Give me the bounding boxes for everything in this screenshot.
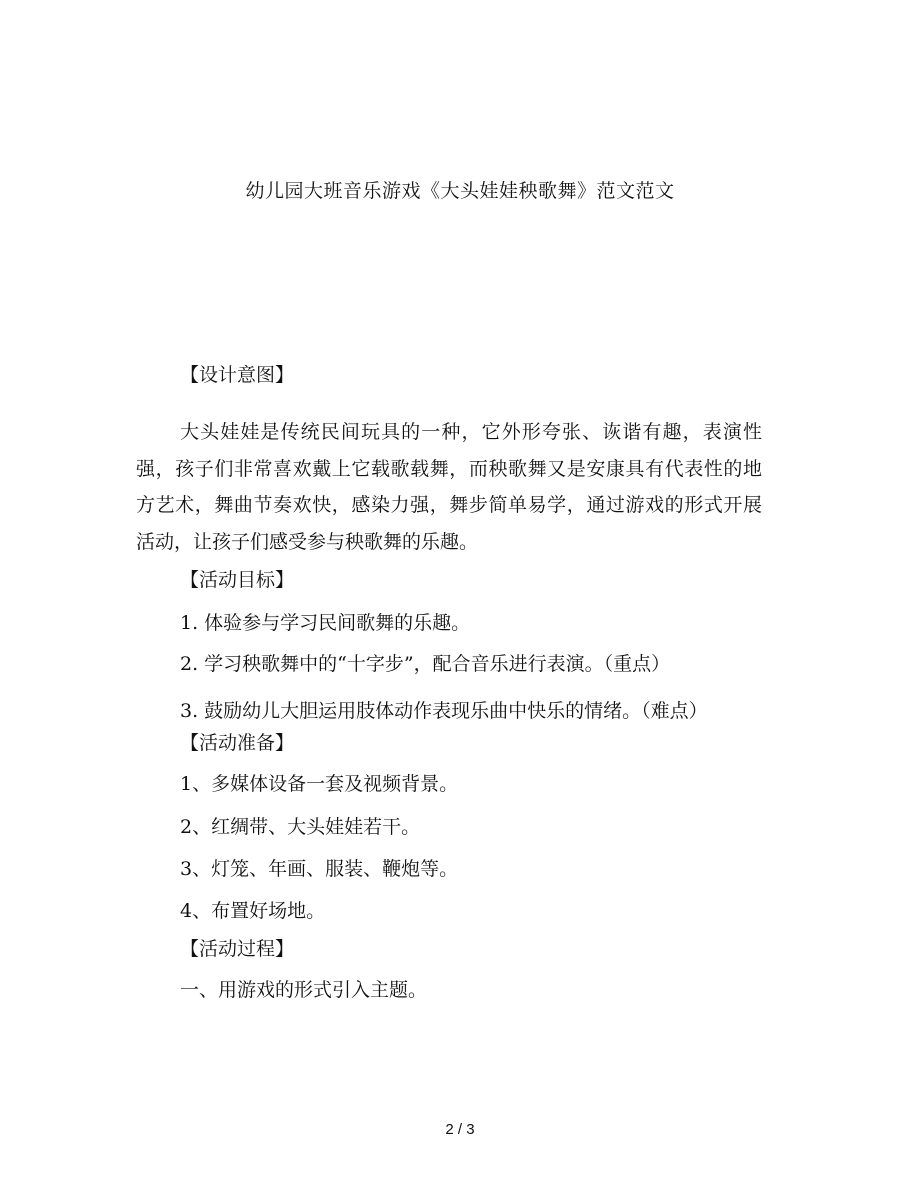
preparation-item-2: 2、红绸带、大头娃娃若干。 xyxy=(180,816,421,838)
goal-item-1: 1. 体验参与学习民间歌舞的乐趣。 xyxy=(180,612,471,634)
section-heading-design-intent: 【设计意图】 xyxy=(180,364,295,386)
design-intent-text: 大头娃娃是传统民间玩具的一种，它外形夸张、诙谐有趣，表演性强，孩子们非常喜欢戴上它载歌载舞，而秧歌舞又是安康具有代表性的地方艺术，舞曲节奏欢快，感染力强，舞步简单易学，通过游戏的形式开展活动，让孩子们感受参与秧歌舞的乐趣。 xyxy=(136,421,762,553)
preparation-item-1: 1、多媒体设备一套及视频背景。 xyxy=(180,773,459,795)
process-item-1: 一、用游戏的形式引入主题。 xyxy=(180,979,428,1001)
section-heading-preparation: 【活动准备】 xyxy=(180,732,295,754)
section-heading-goals: 【活动目标】 xyxy=(180,569,295,591)
design-intent-paragraph xyxy=(136,414,762,560)
preparation-item-4: 4、布置好场地。 xyxy=(180,900,326,922)
preparation-item-3: 3、灯笼、年画、服装、鞭炮等。 xyxy=(180,858,459,880)
goal-item-3: 3. 鼓励幼儿大胆运用肢体动作表现乐曲中快乐的情绪。（难点） xyxy=(180,700,708,722)
goal-item-2: 2. 学习秧歌舞中的“十字步”，配合音乐进行表演。（重点） xyxy=(180,653,671,675)
page-number: 2 / 3 xyxy=(445,1121,475,1138)
section-heading-process: 【活动过程】 xyxy=(180,938,295,960)
document-title: 幼儿园大班音乐游戏《大头娃娃秧歌舞》范文范文 xyxy=(245,180,675,202)
